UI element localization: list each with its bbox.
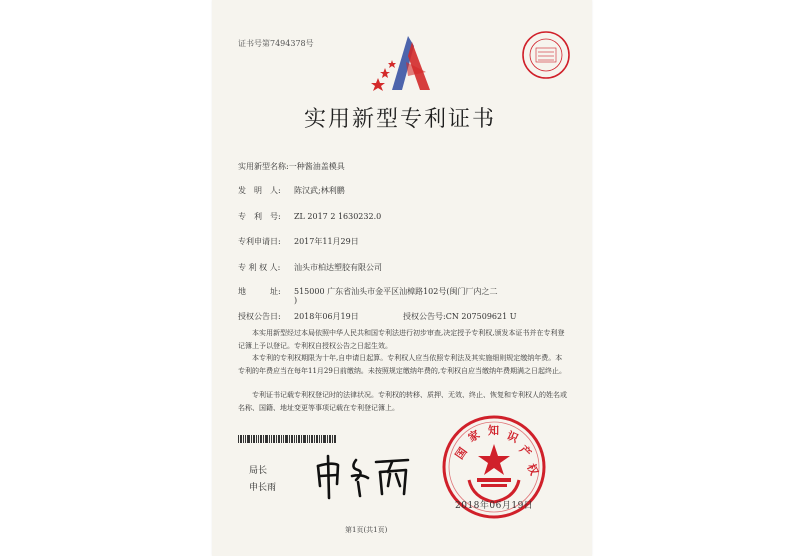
field-label: 实用新型名称: bbox=[238, 162, 289, 171]
patent-office-logo bbox=[368, 32, 438, 94]
svg-text:国: 国 bbox=[452, 445, 470, 462]
field-label: 发 明 人: bbox=[238, 186, 281, 195]
paragraph-term: 本专利的专利权期限为十年,自申请日起算。专利权人应当依照专利法及其实施细则规定缴纳年费。本专利的年费应当在每年11月29日前缴纳。未按照规定缴纳年费的,专利权自应当缴纳年费期满之日起终止。 bbox=[238, 354, 567, 375]
page-footer: 第1页(共1页) bbox=[345, 526, 388, 534]
field-application-date bbox=[238, 236, 359, 247]
svg-text:权: 权 bbox=[524, 461, 541, 478]
seal-date: 2018年06月19日 bbox=[455, 501, 534, 511]
field-utility-name bbox=[238, 161, 345, 172]
field-value: 515000 广东省汕头市金平区汕樟路102号(闽门厂内之二 bbox=[294, 287, 498, 296]
barcode-icon bbox=[238, 435, 336, 443]
field-value: CN 207509621 U bbox=[445, 312, 517, 321]
field-value: 汕头市柏达塑胶有限公司 bbox=[294, 263, 382, 272]
field-value: ZL 2017 2 1630232.0 bbox=[294, 212, 382, 221]
svg-text:识: 识 bbox=[504, 428, 521, 446]
field-address bbox=[238, 286, 497, 297]
field-value: 一种酱油盖模具 bbox=[288, 162, 345, 171]
director-title: 局长 bbox=[249, 466, 268, 476]
field-address-cont: ) bbox=[294, 296, 298, 305]
paragraph-record: 专利证书记载专利权登记时的法律状况。专利权的转移、质押、无效、终止、恢复和专利权人的姓名或名称、国籍、地址变更等事项记载在专利登记簿上。 bbox=[238, 391, 567, 412]
field-inventor bbox=[238, 185, 345, 196]
field-patent-number bbox=[238, 211, 381, 222]
svg-text:产: 产 bbox=[516, 442, 534, 460]
director-signature bbox=[312, 452, 414, 500]
certificate-number: 证书号第7494378号 bbox=[238, 39, 314, 48]
field-value: 2017年11月29日 bbox=[294, 237, 359, 246]
field-label: 专 利 号: bbox=[238, 212, 281, 221]
paragraph-grant: 本实用新型经过本局依照中华人民共和国专利法进行初步审查,决定授予专利权,颁发本证书并在专利登记簿上予以登记。专利权自授权公告之日起生效。 bbox=[238, 329, 565, 350]
svg-text:知: 知 bbox=[488, 424, 499, 437]
field-grant-number bbox=[403, 311, 516, 322]
field-label: 专利申请日: bbox=[238, 237, 281, 246]
field-value: 2018年06月19日 bbox=[294, 312, 359, 321]
certificate-title: 实用新型专利证书 bbox=[303, 107, 496, 132]
field-patentee bbox=[238, 262, 382, 273]
svg-text:家: 家 bbox=[466, 427, 483, 445]
field-label: 授权公告日: bbox=[238, 312, 281, 321]
stamp-icon bbox=[521, 30, 571, 80]
field-grant-date bbox=[238, 311, 359, 322]
field-label: 地 址: bbox=[238, 287, 281, 296]
field-value: 陈汉武;林利鹏 bbox=[294, 186, 345, 195]
director-name: 申长雨 bbox=[249, 483, 277, 493]
field-label: 专 利 权 人: bbox=[238, 263, 281, 272]
field-label: 授权公告号: bbox=[403, 312, 446, 321]
